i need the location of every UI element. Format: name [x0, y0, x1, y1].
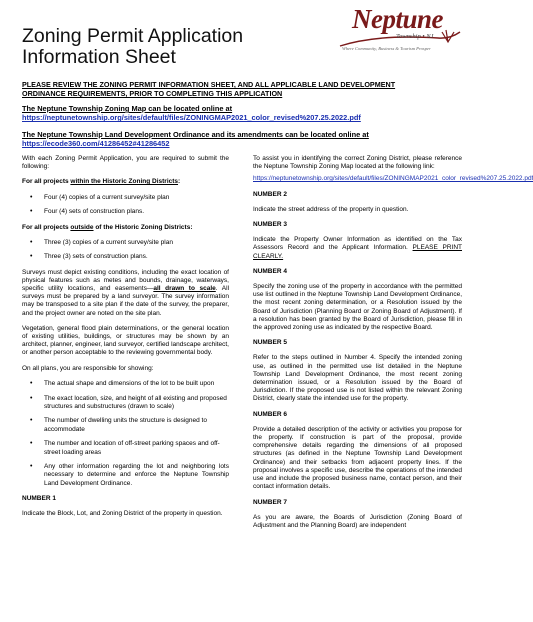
survey-text-start: Surveys must depict existing conditions, including the exact location of physical features such as metes and bounds, drainage, waterways, specific utility locations, and easements—: [22, 268, 229, 293]
title-line-1: Zoning Permit Application: [22, 25, 244, 47]
notice-line-1: PLEASE REVIEW THE ZONING PERMIT INFORMATION SHEET, AND ALL APPLICABLE LAND DEVELOPMENT: [22, 80, 396, 89]
title-line-2: Information Sheet: [22, 46, 176, 68]
number-7-heading: NUMBER 7: [253, 498, 287, 506]
zoning-map-heading: The Neptune Township Zoning Map can be located online at: [22, 104, 233, 113]
number-6-heading: NUMBER 6: [253, 410, 287, 418]
plans-requirements-list: [22, 380, 229, 488]
number-6-text: Provide a detailed description of the activity or activities you propose for the property. If construction is part of the proposal, provide comprehensive details regarding the dimensions of all proposed structures (as defined in the Neptune Township Land Development Ordinance) and their setbacks from adjacent property lines. If the proposal involves a specific use, describe the operations of the intended use and include the proposed business name, contact person, and their contact information details.: [253, 425, 462, 491]
outside-heading-underlined: outside: [70, 223, 94, 231]
number-2-text: Indicate the street address of the property in question.: [253, 205, 409, 213]
number-2-heading: NUMBER 2: [253, 190, 287, 198]
assist-text: To assist you in identifying the correct Zoning District, please reference the Neptune Township Zoning Map located at the following link:: [253, 155, 462, 171]
page-title: [22, 26, 243, 68]
zoning-map-link[interactable]: https://neptunetownship.org/sites/default/files/ZONINGMAP2021_color_revised%207.25.2022.pdf: [22, 113, 361, 123]
outside-historic-heading: [22, 224, 229, 232]
historic-heading-prefix: For all projects: [22, 178, 71, 186]
number-5-text: Refer to the steps outlined in Number 4. Specify the intended zoning use, as outlined in the permitted use list detailed in the Neptune Township Land Development Ordinance, the most recent zoning determination issued, or a Resolution issued by the Board of Jurisdiction. If the proposed use is not listed within the relevant Zoning District, clearly state the intended use for the property.: [253, 354, 462, 403]
number-3-body: Indicate the Property Owner Information as identified on the Tax Assessors Record and the Applicant Information.: [253, 236, 462, 252]
list-item: • Three (3) sets of construction plans.: [22, 253, 229, 261]
historic-heading: [22, 178, 229, 186]
zoning-map-section: [22, 104, 462, 123]
list-item: • The exact location, size, and height of all existing and proposed structures and substructures (drawn to scale): [22, 395, 229, 411]
neptune-township-logo: [338, 6, 462, 64]
vegetation-paragraph: Vegetation, general flood plain determinations, or the general location of existing utilities, buildings, or structures may be shown by an architect, planner, engineer, land surveyor, certified landscape architect, or another person acceptable to the reviewing governmental body.: [22, 324, 229, 357]
list-item: • The number of dwelling units the structure is designed to accommodate: [22, 417, 229, 433]
ordinance-section: [22, 130, 462, 149]
list-item: • Four (4) sets of construction plans.: [22, 208, 229, 216]
historic-requirements-list: [22, 194, 229, 217]
number-7-text: As you are aware, the Boards of Jurisdiction (Zoning Board of Adjustment and the Planning Board) are independent: [253, 513, 462, 529]
right-column: [253, 155, 533, 537]
number-1-text: Indicate the Block, Lot, and Zoning District of the property in question.: [22, 510, 223, 518]
ordinance-link[interactable]: https://ecode360.com/41286452#41286452: [22, 139, 170, 149]
submission-intro: With each Zoning Permit Application, you are required to submit the following:: [22, 155, 229, 171]
number-4-text: Specify the zoning use of the property in accordance with the permitted use list outlined in the Neptune Township Land Development Ordinance, the most recent zoning determination, or a Resolution issued by the Board of Jurisdiction (Planning Board or Zoning Board of Adjustment). If a resolution has been granted by the Board of Jurisdiction, please fill in the approved zoning use as indicated by the respective Board.: [253, 283, 462, 332]
outside-heading-suffix: of the Historic Zoning Districts:: [93, 223, 193, 231]
list-item: • The actual shape and dimensions of the lot to be built upon: [22, 380, 229, 388]
ordinance-heading: The Neptune Township Land Development Ordinance and its amendments can be located online at: [22, 130, 369, 139]
outside-requirements-list: [22, 239, 229, 262]
survey-paragraph: [22, 269, 229, 318]
historic-heading-underlined: within the Historic Zoning Districts: [70, 178, 179, 186]
historic-heading-suffix: :: [178, 178, 181, 186]
number-5-heading: NUMBER 5: [253, 339, 287, 347]
number-4-heading: NUMBER 4: [253, 267, 287, 275]
number-3-emphasis: PLEASE PRINT CLEARLY.: [253, 244, 462, 260]
notice-line-2: ORDINANCE REQUIREMENTS, PRIOR TO COMPLETING THIS APPLICATION: [22, 89, 283, 99]
list-item: • Any other information regarding the lot and neighboring lots necessary to determine and enforce the Neptune Township Land Development Ordinance.: [22, 463, 229, 488]
list-item: • Four (4) copies of a current survey/site plan: [22, 194, 229, 202]
list-item: • Three (3) copies of a current survey/site plan: [22, 239, 229, 247]
outside-heading-prefix: For all projects: [22, 223, 71, 231]
plans-intro: On all plans, you are responsible for showing:: [22, 364, 154, 372]
review-notice: [22, 80, 462, 98]
logo-wordmark: Neptune: [352, 4, 443, 34]
number-3-text: [253, 236, 462, 261]
number-3-heading: NUMBER 3: [253, 221, 287, 229]
survey-text-emphasis: all drawn to scale: [153, 285, 216, 293]
zoning-map-assist: [253, 155, 462, 171]
list-item: • The number and location of off-street parking spaces and off-street loading areas: [22, 440, 229, 456]
survey-text-end: . All surveys must be prepared by a land surveyor. The survey information may be transposed to a site plan if the date of the survey, the preparer, and the project owner are noted on the site plan.: [22, 285, 230, 317]
logo-township: Township • NJ: [396, 33, 434, 40]
logo-tagline: Where Community, Business & Tourism Prosper: [342, 46, 431, 51]
assist-map-link[interactable]: https://neptunetownship.org/sites/default/files/ZONINGMAP2021_color_revised%207.25.2022.pdf: [253, 175, 533, 183]
left-column: [22, 155, 229, 525]
number-1-heading: NUMBER 1: [22, 494, 56, 502]
